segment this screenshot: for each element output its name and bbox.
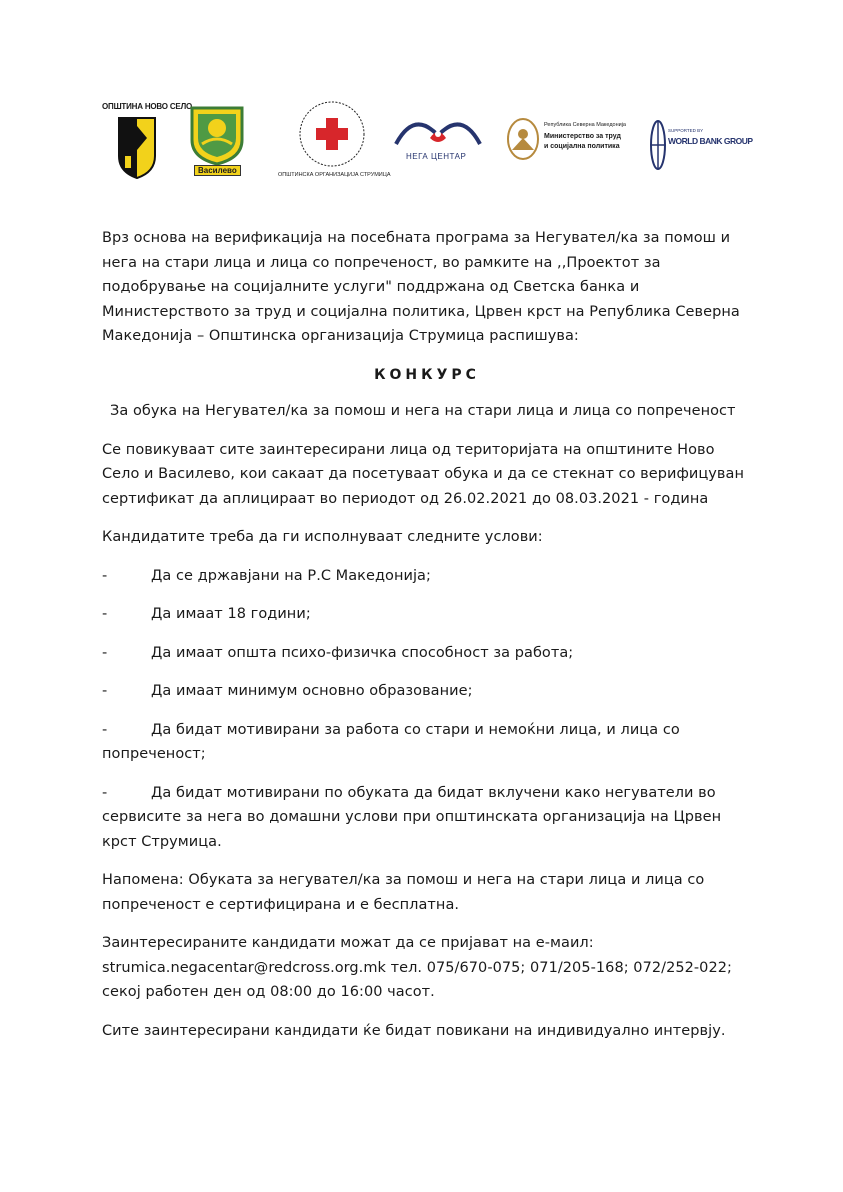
red-cross-logo (278, 98, 391, 182)
logo-strip (100, 98, 753, 182)
vasilevo-logo (188, 104, 250, 180)
ministry-emblem-icon (506, 116, 540, 162)
contact-details: тел. 075/670-075; 071/205-168; 072/252-022; секој работен ден од 08:00 до 16:00 часот. (102, 959, 732, 1000)
condition-item (102, 641, 752, 666)
vasilevo-label: Василево (194, 165, 241, 176)
note-paragraph: Напомена: Обуката за негувател/ка за помош и нега на стари лица и лица со попреченост е сертифицирана и е бесплатна. (102, 872, 705, 913)
world-bank-logo (650, 120, 753, 180)
list-dash: - (102, 644, 108, 661)
ministry-line-1: Министерство за труд (544, 133, 621, 140)
condition-text: Да имаат минимум основно образование; (151, 683, 473, 699)
list-dash: - (102, 721, 108, 738)
list-dash: - (102, 683, 108, 699)
condition-item (102, 781, 752, 855)
contact-paragraph (102, 931, 752, 1005)
call-paragraph: Се повикуваат сите заинтересирани лица од територијата на општините Ново Село и Василево, кои сакаат да посетуваат обука и да се стекнат со верифицуван сертификат да аплицираат во периодот од 26.02.2021 до 08.03.2021 - година (102, 441, 744, 507)
novo-selo-logo (100, 98, 192, 182)
document-subtitle: За обука на Негувател/ка за помош и нега на стари лица и лица со попреченост (110, 403, 736, 419)
condition-item (102, 718, 752, 767)
conditions-list (102, 564, 752, 855)
document-body (102, 226, 752, 1043)
list-dash: - (102, 606, 108, 622)
condition-item (102, 679, 752, 704)
condition-text: Да бидат мотивирани за работа со стари и немоќни лица, и лица со попреченост; (102, 721, 680, 762)
conditions-intro: Кандидатите треба да ги исполнуваат следните услови: (102, 529, 543, 545)
nega-centar-label: НЕГА ЦЕНТАР (406, 152, 467, 161)
vasilevo-crest-icon (188, 104, 246, 166)
world-bank-supported: SUPPORTED BY (668, 128, 704, 133)
world-bank-globe-icon (650, 120, 666, 170)
closing-paragraph: Сите заинтересирани кандидати ќе бидат повикани на индивидуално интервју. (102, 1022, 726, 1039)
condition-text: Да се државјани на Р.С Македонија; (151, 567, 431, 584)
condition-text: Да бидат мотивирани по обуката да бидат вклучени како негуватели во сервисите за нега во домашни услови при општинската организација на Црвен крст Струмица. (102, 784, 722, 850)
intro-paragraph: Врз основа на верификација на посебната програма за Негувател/ка за помош и нега на стари лица и лица со попреченост, во рамките на ,,Проектот за подобрување на социјалните услуги" поддржана од Светска банка и Министерството за труд и социјална политика, Црвен крст на Република Северна Македонија – Општинска организација Струмица распишува: (102, 230, 740, 344)
condition-item (102, 564, 752, 589)
nega-centar-hands-icon (392, 110, 484, 150)
condition-item (102, 602, 752, 627)
novo-selo-label: ОПШТИНА НОВО СЕЛО (102, 102, 192, 111)
world-bank-name: WORLD BANK GROUP (668, 136, 753, 146)
ministry-line-2: и социјална политика (544, 143, 620, 150)
condition-text: Да имаат општа психо-физичка способност за работа; (151, 644, 574, 661)
ministry-logo (506, 116, 642, 178)
red-cross-ring-icon (292, 98, 372, 170)
document-title: КОНКУРС (374, 366, 480, 383)
nega-centar-logo (392, 110, 488, 176)
novo-selo-shield-icon (117, 116, 157, 180)
contact-email-link[interactable]: strumica.negacentar@redcross.org.mk (102, 959, 386, 976)
contact-intro: Заинтересираните кандидати можат да се пријават на е-маил: (102, 935, 594, 951)
condition-text: Да имаат 18 години; (151, 606, 311, 622)
red-cross-org-label: ОПШТИНСКА ОРГАНИЗАЦИЈА СТРУМИЦА (278, 172, 391, 178)
ministry-republic-line: Република Северна Македонија (544, 122, 626, 128)
list-dash: - (102, 784, 108, 801)
list-dash: - (102, 567, 108, 584)
